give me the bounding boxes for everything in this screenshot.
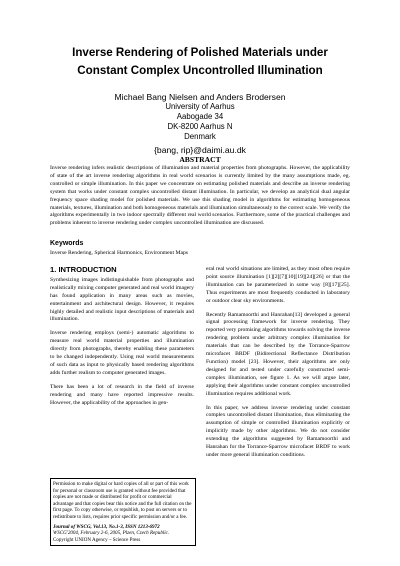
abstract-text: Inverse rendering infers realistic descriptions of illumination and material properties from photographs. However, the applicability of state of the art inverse rendering algorithms in real world scenarios is currently limited by the many assumptions made, eg. controlled or simple illumination. In this paper we concentrate on estimating polished materials and describe an inverse rendering system that works under constant complex uncontrolled distant illumination. In particular, we develop an analytical dual angular frequency space shading model for polished materials. We use this shading model in algorithms for estimating homogeneous materials, textures, illumination and both homogeneous materials and illumination simultaneously to the correct scale. We verify the algorithms experimentally in two indoor spectrally different real world scenarios. Furthermore, some of the practical challenges and problems inherent to inverse rendering under complex uncontrolled illumination are discussed.	[50, 165, 350, 227]
permission-text: Permission to make digital or hard copies of all or part of this work for personal or classroom use is granted without fee provided that copies are not made or distributed for profit or commercial advantage and that copies bear this notice and the full citation on the first page. To copy otherwise, or republish, to post on servers or to redistribute to lists, requires prior specific permission and/or a fee.	[53, 481, 192, 520]
permission-notice-box	[50, 478, 196, 546]
body-paragraph: There has been a lot of research in the field of inverse rendering and many have reported impressive results. However, the applicability of the approaches in gen-	[50, 383, 194, 406]
affiliation-line: Denmark	[184, 132, 216, 141]
left-column	[50, 266, 194, 414]
body-paragraph: eral real world situations are limited, as they most often require point source illumination [1][2][7][10][19][24][26] or that the illumination can be parameterized in some way [8][17][25]. Thus experiments are most frequently conducted in laboratory or outdoor clear sky environments.	[206, 266, 350, 304]
journal-line: Journal of WSCG, Vol.13, No.1-3, ISSN 1213-6972	[53, 523, 160, 530]
body-paragraph: Recently Ramamoorthi and Hanrahan[13] developed a general signal processing framework for inverse rendering. They reported very promising algorithms towards solving the inverse rendering problem under arbitrary complex illumination for materials that can be described by the Torrance-Sparrow microfacet BRDF (Bidirectional Reflectance Distribution Function) model [23]. However, their algorithms are only designed for and tested under carefully constructed semi-complex illumination, see figure 1. As we will argue later, applying their algorithms under constant complex uncontrolled illumination requires additional work.	[206, 311, 350, 397]
affiliation-line: DK-8200 Aarhus N	[167, 122, 233, 131]
body-paragraph: Inverse rendering employs (semi-) automatic algorithms to measure real world material properties and illumination directly from photographs, thereby enabling these parameters to be changed independently. Using real world measurements of such data as input to physically based rendering algorithms adds further realism to computer generated images.	[50, 330, 194, 376]
title-line-1: Inverse Rendering of Polished Materials under	[72, 46, 328, 59]
author-names: Michael Bang Nielsen and Anders Brodersen	[114, 92, 286, 102]
conference-line: WSCG'2004, February 2-6, 2005, Plzen, Czech Republic.	[53, 530, 170, 537]
abstract-heading: ABSTRACT	[179, 155, 221, 164]
author-block	[20, 92, 380, 155]
author-email: {bang, rip}@daimi.au.dk	[154, 145, 246, 155]
right-column	[206, 266, 350, 466]
copyright-line: Copyright UNION Agency – Science Press	[53, 536, 141, 543]
keywords-text: Inverse Rendering, Spherical Harmonics, Environment Maps	[50, 250, 189, 256]
body-paragraph: In this paper, we address inverse rendering under constant complex uncontrolled distant illumination, thus eliminating the assumption of simple or controlled illumination explicitly or implicitly made by other algorithms. We do not consider extending the algorithms suggested by Ramamoorthi and Hanrahan for the Torrance-Sparrow microfacet BRDF to work under more general illumination conditions.	[206, 404, 350, 458]
affiliation-line: University of Aarhus	[165, 102, 235, 111]
paper-title	[20, 44, 380, 80]
affiliation-line: Aabogade 34	[176, 112, 224, 121]
section-heading-introduction: 1. INTRODUCTION	[50, 265, 117, 274]
keywords-heading: Keywords	[50, 240, 84, 247]
title-line-2: Constant Complex Uncontrolled Illumination	[77, 64, 323, 77]
body-paragraph: Synthesizing images indistinguishable from photographs and realistically mixing computer generated and real world imagery has found application in many areas such as movies, entertainment and architectural design. However, it requires highly detailed and realistic input descriptions of materials and illumination.	[50, 276, 194, 323]
